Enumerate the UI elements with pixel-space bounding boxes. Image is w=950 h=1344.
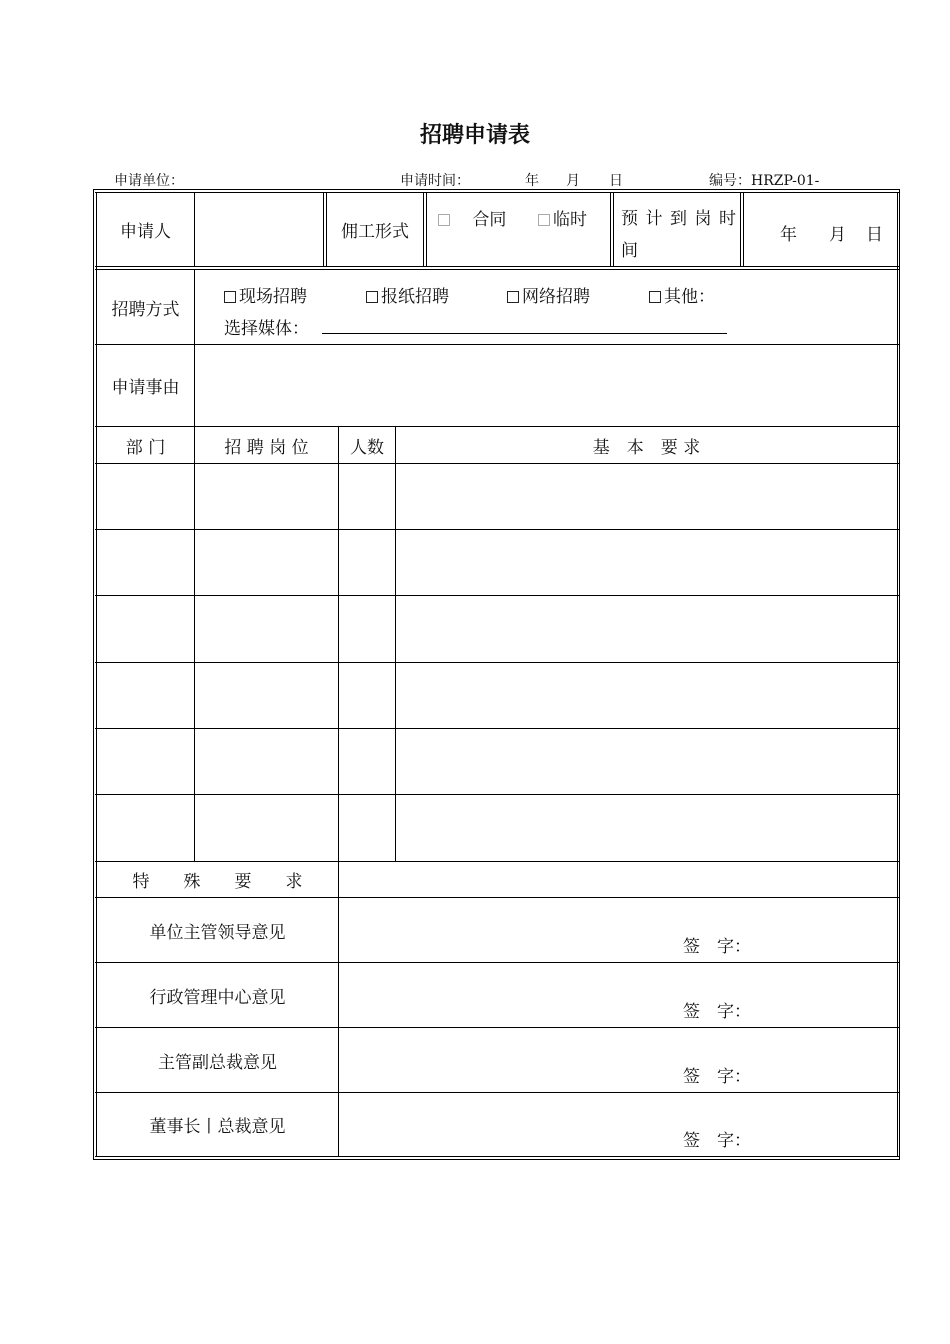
row-divider [95, 266, 899, 267]
reason-input[interactable] [195, 345, 897, 426]
contract-option[interactable] [438, 205, 506, 230]
opinion-label: 单位主管领导意见 [149, 922, 286, 943]
col-divider [423, 192, 424, 267]
onsite-option[interactable] [224, 282, 307, 307]
other-checkbox[interactable] [649, 291, 661, 303]
arrival-month: 月 [829, 225, 846, 245]
other-label: 其他： [664, 287, 715, 307]
online-label: 网络招聘 [522, 287, 590, 307]
reason-label: 申请事由 [111, 378, 180, 398]
newspaper-label: 报纸招聘 [381, 287, 449, 307]
col-divider [323, 192, 324, 267]
signature-label: 签 字： [683, 937, 751, 957]
position-header: 招 聘 岗 位 [224, 437, 309, 458]
col-divider [610, 192, 611, 267]
row-divider [95, 662, 899, 663]
apply-time-label: 申请时间： [400, 173, 470, 189]
row-divider [95, 794, 899, 795]
arrival-day: 日 [866, 225, 883, 245]
col-divider [613, 192, 614, 267]
applicant-input[interactable] [195, 193, 323, 266]
opinion-label: 董事长丨总裁意见 [149, 1117, 286, 1137]
apply-month: 月 [566, 173, 580, 189]
table-right-inner-border [897, 192, 898, 1157]
row-divider [95, 463, 899, 464]
newspaper-option[interactable] [366, 282, 449, 307]
contract-label: 合同 [472, 210, 507, 230]
arrival-year: 年 [780, 225, 797, 245]
row-divider [95, 269, 899, 270]
apply-year: 年 [525, 173, 539, 189]
form-title: 招聘申请表 [419, 123, 530, 148]
expected-arrival-label: 预 计 到 岗 时 间 [621, 209, 736, 261]
table-bottom-inner-border [95, 1156, 899, 1157]
opinion-label: 行政管理中心意见 [149, 987, 286, 1008]
apply-unit-label: 申请单位： [114, 173, 184, 189]
opinion-label: 主管副总裁意见 [158, 1052, 277, 1073]
row-divider [95, 595, 899, 596]
count-header: 人数 [350, 437, 384, 458]
special-requirements-label: 特 殊 要 求 [132, 872, 303, 892]
col-divider [395, 426, 396, 861]
employment-form-label: 佣工形式 [341, 222, 409, 242]
requirements-header: 基 本 要 求 [592, 437, 701, 458]
temporary-checkbox[interactable] [538, 214, 550, 226]
newspaper-checkbox[interactable] [366, 291, 378, 303]
temporary-option[interactable] [538, 205, 587, 230]
online-checkbox[interactable] [507, 291, 519, 303]
col-divider [743, 192, 744, 267]
apply-day: 日 [609, 173, 623, 189]
onsite-checkbox[interactable] [224, 291, 236, 303]
form-number: 编号：HRZP-01- [709, 173, 820, 189]
signature-label: 签 字： [683, 1002, 751, 1022]
online-option[interactable] [507, 282, 590, 307]
media-input-line[interactable] [322, 333, 727, 334]
media-label: 选择媒体： [224, 319, 309, 339]
col-divider [740, 192, 741, 267]
dept-header: 部 门 [125, 437, 166, 458]
applicant-label: 申请人 [120, 222, 171, 242]
row-divider [95, 728, 899, 729]
contract-checkbox[interactable] [438, 214, 450, 226]
other-option[interactable] [649, 282, 715, 307]
col-divider [338, 426, 339, 1157]
col-divider [426, 192, 427, 267]
col-divider [194, 426, 195, 861]
recruit-method-label: 招聘方式 [111, 299, 180, 320]
temporary-label: 临时 [553, 210, 587, 230]
row-divider [95, 529, 899, 530]
onsite-label: 现场招聘 [239, 287, 307, 307]
signature-label: 签 字： [683, 1131, 751, 1151]
signature-label: 签 字： [683, 1067, 751, 1087]
